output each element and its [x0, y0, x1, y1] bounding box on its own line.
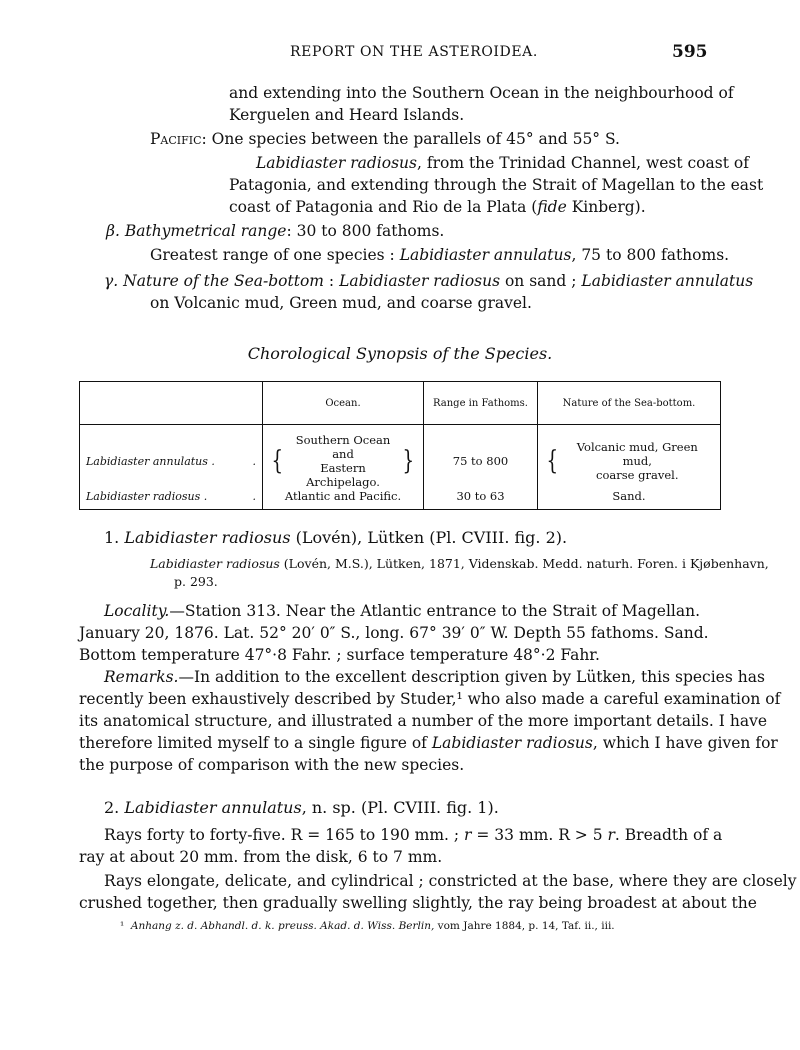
synopsis-header-ocean: Ocean. — [263, 382, 424, 425]
pacific-line3-fide: fide — [537, 198, 567, 216]
synopsis-row2-range: 30 to 63 — [424, 489, 538, 510]
species2-line1-r: r — [464, 826, 472, 844]
locality-line3: Bottom temperature 47°·8 Fahr. ; surface temperature 48°·2 Fahr. — [79, 646, 600, 664]
synopsis-row2-nature: Sand. — [538, 489, 721, 510]
remarks-label: Remarks. — [104, 668, 179, 686]
synopsis-row2-ocean: Atlantic and Pacific. — [263, 489, 424, 510]
pacific-line3-a: coast of Patagonia and Rio de la Plata ( — [229, 198, 538, 216]
pacific-line3 — [229, 196, 646, 218]
distribution-continuation-line2: Kerguelen and Heard Islands. — [229, 106, 465, 124]
species1-heading — [104, 528, 567, 547]
species2-number: 2. — [104, 798, 120, 817]
synopsis-row2-species — [80, 489, 263, 510]
species1-synonymy-line1 — [150, 556, 769, 571]
seabottom-line2: on Volcanic mud, Green mud, and coarse gravel. — [150, 294, 532, 312]
bathymetrical-line1 — [106, 220, 444, 242]
remarks-line5: the purpose of comparison with the new species. — [79, 756, 465, 774]
bathymetrical-value: : 30 to 800 fathoms. — [286, 222, 445, 240]
pacific-label: Pacific — [150, 130, 202, 148]
locality-line1 — [104, 600, 700, 622]
synopsis-row1-nature-line1: Volcanic mud, Green mud, — [576, 440, 698, 468]
distribution-continuation-line1: and extending into the Southern Ocean in the neighbourhood of — [229, 84, 734, 102]
species2-line3: Rays elongate, delicate, and cylindrical ; constricted at the base, where they are closely — [104, 872, 797, 890]
synopsis-row1-nature-line2: coarse gravel. — [596, 468, 679, 482]
remarks-line3: its anatomical structure, and illustrated a number of the more important details. I have — [79, 712, 767, 730]
pacific-line2: Patagonia, and extending through the Strait of Magellan to the east — [229, 176, 764, 194]
seabottom-marker: γ. — [104, 272, 119, 290]
species1-synonymy-rest: (Lovén, M.S.), Lütken, 1871, Videnskab. Medd. naturh. Foren. i Kjøbenhavn, — [279, 556, 769, 571]
synopsis-row1-nature — [538, 425, 721, 490]
bathymetrical-line2 — [150, 244, 729, 266]
species2-line2: ray at about 20 mm. from the disk, 6 to 7 mm. — [79, 848, 443, 866]
remarks-line4-species: Labidiaster radiosus — [431, 734, 593, 752]
table-row — [80, 489, 721, 510]
species2-name: Labidiaster annulatus — [124, 798, 302, 817]
species2-line1-c: . Breadth of a — [614, 826, 723, 844]
left-brace-icon: { — [271, 446, 284, 476]
bathymetrical-marker: β. — [106, 222, 120, 240]
pacific-line1-rest: , from the Trinidad Channel, west coast of — [416, 154, 749, 172]
table-row — [80, 425, 721, 490]
synopsis-row1-range: 75 to 800 — [424, 425, 538, 490]
synopsis-title: Chorological Synopsis of the Species. — [247, 344, 553, 363]
remarks-line4 — [79, 732, 778, 754]
species1-name: Labidiaster radiosus — [124, 528, 291, 547]
remarks-line2: recently been exhaustively described by Studer,¹ who also made a careful examination of — [79, 690, 781, 708]
footnote-marker: ¹ — [120, 920, 125, 932]
synopsis-row1-ocean — [263, 425, 424, 490]
species1-synonymy-line2: p. 293. — [174, 574, 218, 589]
footnote-text: Anhang z. d. Abhandl. d. k. preuss. Akad. d. Wiss. Berlin, — [130, 920, 435, 932]
bathymetrical-line2-b: , 75 to 800 fathoms. — [571, 246, 730, 264]
species1-authority: (Lovén), Lütken (Pl. CVIII. fig. 2). — [290, 528, 568, 547]
species2-authority: , n. sp. (Pl. CVIII. fig. 1). — [301, 798, 499, 817]
seabottom-line1 — [104, 270, 753, 292]
remarks-line1 — [104, 666, 765, 688]
seabottom-species1: Labidiaster radiosus — [339, 272, 501, 290]
synopsis-header-range: Range in Fathoms. — [424, 382, 538, 425]
remarks-line4-a: therefore limited myself to a single figure of — [79, 734, 432, 752]
locality-label: Locality. — [104, 602, 170, 620]
bathymetrical-line2-species: Labidiaster annulatus — [399, 246, 572, 264]
species2-line1 — [104, 824, 722, 846]
pacific-text: : One species between the parallels of 45° and 55° S. — [201, 130, 620, 148]
left-brace-icon: { — [546, 446, 559, 476]
page-number: 595 — [672, 42, 708, 62]
bathymetrical-line2-a: Greatest range of one species : — [150, 246, 400, 264]
pacific-species-name: Labidiaster radiosus — [256, 154, 417, 172]
species2-line1-a: Rays forty to forty-five. R = 165 to 190 mm. ; — [104, 826, 465, 844]
synopsis-row1-species — [80, 425, 263, 490]
species1-number: 1. — [104, 528, 120, 547]
pacific-paragraph — [150, 128, 620, 150]
seabottom-label: Nature of the Sea-bottom — [123, 272, 324, 290]
running-header-title: REPORT ON THE ASTEROIDEA. — [290, 44, 538, 60]
locality-line2: January 20, 1876. Lat. 52° 20′ 0″ S., long. 67° 39′ 0″ W. Depth 55 fathoms. Sand. — [79, 624, 709, 642]
synopsis-row1-species-name: Labidiaster annulatus . — [86, 454, 215, 468]
remarks-line1-text: —In addition to the excellent description given by Lütken, this species has — [178, 668, 765, 686]
seabottom-species2: Labidiaster annulatus — [581, 272, 754, 290]
synopsis-header-nature: Nature of the Sea-bottom. — [538, 382, 721, 425]
synopsis-row1-dot: . — [252, 454, 256, 468]
pacific-species-line — [256, 152, 749, 174]
synopsis-row1-ocean-line2: Eastern Archipelago. — [306, 461, 380, 489]
right-brace-icon: } — [402, 446, 415, 476]
synopsis-table — [79, 381, 721, 510]
synopsis-row1-ocean-line1: Southern Ocean and — [295, 433, 391, 461]
seabottom-mid: on sand ; — [500, 272, 582, 290]
synopsis-row2-species-name: Labidiaster radiosus . — [86, 489, 208, 503]
species2-line4: crushed together, then gradually swelling slightly, the ray being broadest at about the — [79, 894, 757, 912]
species1-synonymy-name: Labidiaster radiosus — [150, 556, 280, 571]
locality-line1-text: —Station 313. Near the Atlantic entrance to the Strait of Magellan. — [169, 602, 701, 620]
remarks-line4-b: , which I have given for — [592, 734, 778, 752]
bathymetrical-label: Bathymetrical range — [124, 222, 287, 240]
species2-heading — [104, 798, 499, 817]
species2-line1-b: = 33 mm. R > 5 — [471, 826, 608, 844]
footnote — [120, 920, 615, 932]
synopsis-row2-dot: . — [252, 489, 256, 503]
pacific-line3-b: Kinberg). — [566, 198, 646, 216]
footnote-rest: vom Jahre 1884, p. 14, Taf. ii., iii. — [434, 920, 615, 932]
seabottom-colon: : — [323, 272, 340, 290]
synopsis-header-row — [80, 382, 721, 425]
synopsis-header-species — [80, 382, 263, 425]
species2-line1-r2: r — [607, 826, 615, 844]
